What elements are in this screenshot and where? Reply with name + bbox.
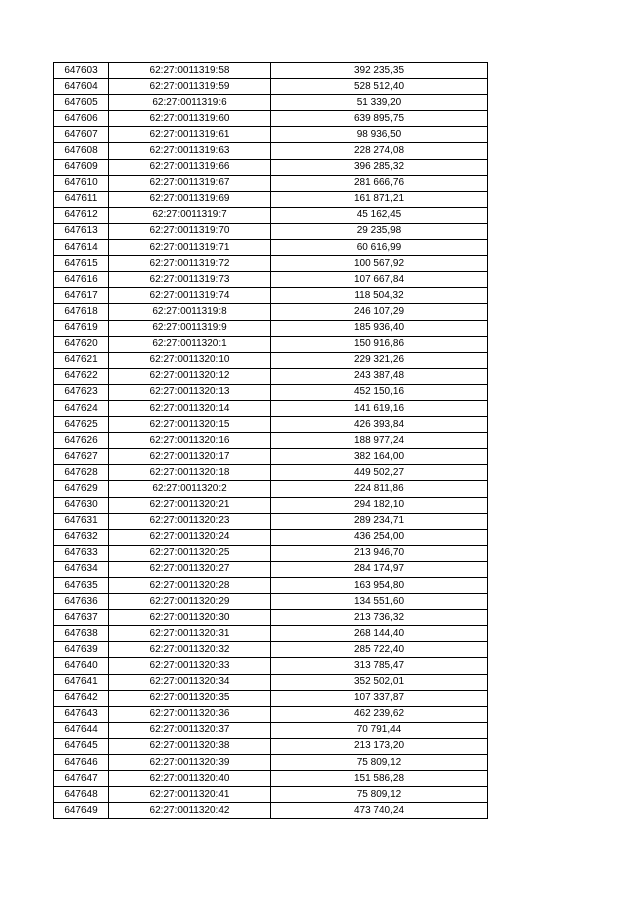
- cadastral-number-cell: 62:27:0011320:27: [109, 561, 271, 577]
- cadastral-number-cell: 62:27:0011319:60: [109, 111, 271, 127]
- cadastral-number-cell: 62:27:0011320:32: [109, 642, 271, 658]
- row-number-cell: 647626: [54, 433, 109, 449]
- cadastral-value-cell: 392 235,35: [271, 63, 488, 79]
- cadastral-value-cell: 528 512,40: [271, 79, 488, 95]
- table-row: [54, 336, 488, 352]
- row-number-cell: 647614: [54, 240, 109, 256]
- cadastral-number-cell: 62:27:0011319:8: [109, 304, 271, 320]
- cadastral-value-cell: 188 977,24: [271, 433, 488, 449]
- row-number-cell: 647641: [54, 674, 109, 690]
- cadastral-value-cell: 436 254,00: [271, 529, 488, 545]
- row-number-cell: 647606: [54, 111, 109, 127]
- cadastral-number-cell: 62:27:0011320:17: [109, 449, 271, 465]
- cadastral-value-cell: 163 954,80: [271, 578, 488, 594]
- cadastral-number-cell: 62:27:0011320:25: [109, 545, 271, 561]
- row-number-cell: 647645: [54, 738, 109, 754]
- table-row: [54, 207, 488, 223]
- cadastral-value-cell: 98 936,50: [271, 127, 488, 143]
- cadastral-number-cell: 62:27:0011319:9: [109, 320, 271, 336]
- cadastral-number-cell: 62:27:0011319:6: [109, 95, 271, 111]
- row-number-cell: 647622: [54, 368, 109, 384]
- cadastral-value-cell: 229 321,26: [271, 352, 488, 368]
- table-row: [54, 738, 488, 754]
- row-number-cell: 647616: [54, 272, 109, 288]
- table-row: [54, 787, 488, 803]
- table-row: [54, 223, 488, 239]
- row-number-cell: 647636: [54, 594, 109, 610]
- cadastral-value-cell: 243 387,48: [271, 368, 488, 384]
- row-number-cell: 647639: [54, 642, 109, 658]
- cadastral-number-cell: 62:27:0011320:37: [109, 722, 271, 738]
- table-row: [54, 95, 488, 111]
- row-number-cell: 647612: [54, 207, 109, 223]
- cadastral-value-cell: 228 274,08: [271, 143, 488, 159]
- row-number-cell: 647647: [54, 771, 109, 787]
- row-number-cell: 647640: [54, 658, 109, 674]
- cadastral-value-cell: 284 174,97: [271, 561, 488, 577]
- cadastral-value-cell: 185 936,40: [271, 320, 488, 336]
- cadastral-number-cell: 62:27:0011320:38: [109, 738, 271, 754]
- cadastral-value-table: [53, 62, 488, 819]
- cadastral-value-cell: 150 916,86: [271, 336, 488, 352]
- table-row: [54, 449, 488, 465]
- cadastral-value-cell: 141 619,16: [271, 400, 488, 416]
- table-row: [54, 610, 488, 626]
- cadastral-number-cell: 62:27:0011320:10: [109, 352, 271, 368]
- cadastral-number-cell: 62:27:0011320:16: [109, 433, 271, 449]
- table-row: [54, 320, 488, 336]
- row-number-cell: 647618: [54, 304, 109, 320]
- table-row: [54, 111, 488, 127]
- row-number-cell: 647649: [54, 803, 109, 819]
- cadastral-number-cell: 62:27:0011319:71: [109, 240, 271, 256]
- cadastral-value-cell: 100 567,92: [271, 256, 488, 272]
- cadastral-number-cell: 62:27:0011320:36: [109, 706, 271, 722]
- row-number-cell: 647646: [54, 755, 109, 771]
- row-number-cell: 647605: [54, 95, 109, 111]
- row-number-cell: 647631: [54, 513, 109, 529]
- cadastral-value-cell: 426 393,84: [271, 417, 488, 433]
- table-row: [54, 159, 488, 175]
- row-number-cell: 647648: [54, 787, 109, 803]
- table-row: [54, 175, 488, 191]
- cadastral-number-cell: 62:27:0011319:63: [109, 143, 271, 159]
- cadastral-number-cell: 62:27:0011320:18: [109, 465, 271, 481]
- row-number-cell: 647644: [54, 722, 109, 738]
- cadastral-value-cell: 51 339,20: [271, 95, 488, 111]
- cadastral-value-cell: 60 616,99: [271, 240, 488, 256]
- table-row: [54, 191, 488, 207]
- cadastral-value-cell: 118 504,32: [271, 288, 488, 304]
- cadastral-value-cell: 107 337,87: [271, 690, 488, 706]
- table-row: [54, 529, 488, 545]
- cadastral-value-cell: 313 785,47: [271, 658, 488, 674]
- cadastral-number-cell: 62:27:0011319:74: [109, 288, 271, 304]
- cadastral-number-cell: 62:27:0011320:24: [109, 529, 271, 545]
- row-number-cell: 647624: [54, 400, 109, 416]
- table-row: [54, 578, 488, 594]
- row-number-cell: 647611: [54, 191, 109, 207]
- row-number-cell: 647632: [54, 529, 109, 545]
- table-row: [54, 143, 488, 159]
- cadastral-number-cell: 62:27:0011319:66: [109, 159, 271, 175]
- cadastral-number-cell: 62:27:0011320:13: [109, 384, 271, 400]
- row-number-cell: 647619: [54, 320, 109, 336]
- table-row: [54, 352, 488, 368]
- cadastral-value-cell: 213 736,32: [271, 610, 488, 626]
- cadastral-value-cell: 352 502,01: [271, 674, 488, 690]
- cadastral-number-cell: 62:27:0011320:40: [109, 771, 271, 787]
- cadastral-value-cell: 29 235,98: [271, 223, 488, 239]
- cadastral-value-cell: 449 502,27: [271, 465, 488, 481]
- cadastral-number-cell: 62:27:0011319:73: [109, 272, 271, 288]
- cadastral-value-cell: 70 791,44: [271, 722, 488, 738]
- cadastral-number-cell: 62:27:0011320:33: [109, 658, 271, 674]
- cadastral-number-cell: 62:27:0011320:2: [109, 481, 271, 497]
- cadastral-value-cell: 213 946,70: [271, 545, 488, 561]
- row-number-cell: 647627: [54, 449, 109, 465]
- table-row: [54, 722, 488, 738]
- row-number-cell: 647629: [54, 481, 109, 497]
- row-number-cell: 647615: [54, 256, 109, 272]
- cadastral-number-cell: 62:27:0011320:12: [109, 368, 271, 384]
- cadastral-value-cell: 285 722,40: [271, 642, 488, 658]
- cadastral-number-cell: 62:27:0011319:61: [109, 127, 271, 143]
- cadastral-value-cell: 134 551,60: [271, 594, 488, 610]
- row-number-cell: 647633: [54, 545, 109, 561]
- table-row: [54, 79, 488, 95]
- row-number-cell: 647607: [54, 127, 109, 143]
- row-number-cell: 647637: [54, 610, 109, 626]
- cadastral-number-cell: 62:27:0011319:67: [109, 175, 271, 191]
- cadastral-value-cell: 294 182,10: [271, 497, 488, 513]
- cadastral-number-cell: 62:27:0011319:59: [109, 79, 271, 95]
- cadastral-number-cell: 62:27:0011320:41: [109, 787, 271, 803]
- cadastral-value-cell: 462 239,62: [271, 706, 488, 722]
- table-row: [54, 803, 488, 819]
- cadastral-number-cell: 62:27:0011320:14: [109, 400, 271, 416]
- table-row: [54, 384, 488, 400]
- table-row: [54, 545, 488, 561]
- cadastral-number-cell: 62:27:0011320:30: [109, 610, 271, 626]
- row-number-cell: 647620: [54, 336, 109, 352]
- cadastral-value-cell: 107 667,84: [271, 272, 488, 288]
- cadastral-number-cell: 62:27:0011320:21: [109, 497, 271, 513]
- row-number-cell: 647621: [54, 352, 109, 368]
- cadastral-value-cell: 161 871,21: [271, 191, 488, 207]
- row-number-cell: 647628: [54, 465, 109, 481]
- table-body: [54, 63, 488, 819]
- cadastral-number-cell: 62:27:0011319:69: [109, 191, 271, 207]
- cadastral-number-cell: 62:27:0011319:72: [109, 256, 271, 272]
- row-number-cell: 647617: [54, 288, 109, 304]
- cadastral-value-cell: 473 740,24: [271, 803, 488, 819]
- table-row: [54, 272, 488, 288]
- cadastral-number-cell: 62:27:0011320:34: [109, 674, 271, 690]
- cadastral-number-cell: 62:27:0011320:23: [109, 513, 271, 529]
- table-row: [54, 513, 488, 529]
- row-number-cell: 647638: [54, 626, 109, 642]
- table-row: [54, 658, 488, 674]
- cadastral-value-cell: 268 144,40: [271, 626, 488, 642]
- cadastral-number-cell: 62:27:0011320:35: [109, 690, 271, 706]
- table-row: [54, 626, 488, 642]
- table-row: [54, 127, 488, 143]
- table-row: [54, 642, 488, 658]
- cadastral-value-cell: 289 234,71: [271, 513, 488, 529]
- cadastral-number-cell: 62:27:0011320:1: [109, 336, 271, 352]
- table-row: [54, 674, 488, 690]
- table-row: [54, 594, 488, 610]
- row-number-cell: 647630: [54, 497, 109, 513]
- cadastral-number-cell: 62:27:0011319:70: [109, 223, 271, 239]
- row-number-cell: 647643: [54, 706, 109, 722]
- table-row: [54, 63, 488, 79]
- table-row: [54, 561, 488, 577]
- row-number-cell: 647623: [54, 384, 109, 400]
- table-row: [54, 690, 488, 706]
- table-row: [54, 417, 488, 433]
- row-number-cell: 647610: [54, 175, 109, 191]
- cadastral-value-cell: 281 666,76: [271, 175, 488, 191]
- row-number-cell: 647625: [54, 417, 109, 433]
- cadastral-number-cell: 62:27:0011320:39: [109, 755, 271, 771]
- row-number-cell: 647609: [54, 159, 109, 175]
- table-row: [54, 771, 488, 787]
- cadastral-value-cell: 151 586,28: [271, 771, 488, 787]
- cadastral-value-cell: 224 811,86: [271, 481, 488, 497]
- table-row: [54, 400, 488, 416]
- cadastral-value-cell: 75 809,12: [271, 787, 488, 803]
- cadastral-value-cell: 639 895,75: [271, 111, 488, 127]
- cadastral-number-cell: 62:27:0011320:29: [109, 594, 271, 610]
- cadastral-value-cell: 396 285,32: [271, 159, 488, 175]
- cadastral-value-cell: 213 173,20: [271, 738, 488, 754]
- cadastral-number-cell: 62:27:0011320:42: [109, 803, 271, 819]
- cadastral-number-cell: 62:27:0011319:7: [109, 207, 271, 223]
- table-row: [54, 304, 488, 320]
- table-row: [54, 433, 488, 449]
- table-row: [54, 481, 488, 497]
- table-row: [54, 755, 488, 771]
- cadastral-number-cell: 62:27:0011320:15: [109, 417, 271, 433]
- table-row: [54, 706, 488, 722]
- row-number-cell: 647604: [54, 79, 109, 95]
- cadastral-value-cell: 452 150,16: [271, 384, 488, 400]
- cadastral-number-cell: 62:27:0011319:58: [109, 63, 271, 79]
- row-number-cell: 647635: [54, 578, 109, 594]
- row-number-cell: 647603: [54, 63, 109, 79]
- cadastral-value-cell: 382 164,00: [271, 449, 488, 465]
- table-row: [54, 465, 488, 481]
- table-row: [54, 368, 488, 384]
- cadastral-value-cell: 75 809,12: [271, 755, 488, 771]
- table-row: [54, 240, 488, 256]
- table-row: [54, 288, 488, 304]
- table-row: [54, 256, 488, 272]
- cadastral-value-cell: 45 162,45: [271, 207, 488, 223]
- row-number-cell: 647634: [54, 561, 109, 577]
- cadastral-value-cell: 246 107,29: [271, 304, 488, 320]
- row-number-cell: 647642: [54, 690, 109, 706]
- table-row: [54, 497, 488, 513]
- row-number-cell: 647608: [54, 143, 109, 159]
- cadastral-number-cell: 62:27:0011320:28: [109, 578, 271, 594]
- cadastral-number-cell: 62:27:0011320:31: [109, 626, 271, 642]
- row-number-cell: 647613: [54, 223, 109, 239]
